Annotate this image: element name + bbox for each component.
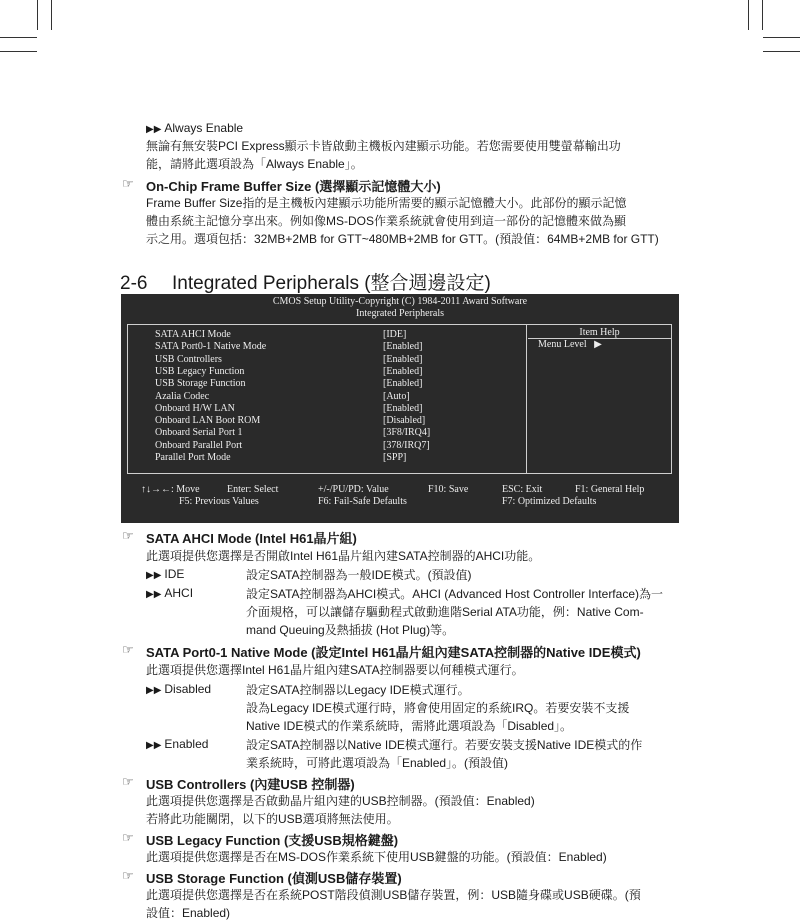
bios-item-value: [Auto] bbox=[383, 390, 410, 402]
native-mode-desc: 此選項提供您選擇Intel H61晶片組內建SATA控制器要以何種模式運行。 bbox=[146, 663, 524, 677]
pointing-hand-icon: ☞ bbox=[122, 642, 134, 657]
enabled-option-desc: 設定SATA控制器以Native IDE模式運行。若要安裝支援Native IDE模式的作 業系統時，可將此選項設為「Enabled」。(預設值) bbox=[246, 738, 643, 770]
footer-value: +/-/PU/PD: Value bbox=[318, 484, 389, 495]
double-arrow-icon: ▶▶ bbox=[146, 124, 162, 135]
bios-item-value: [Enabled] bbox=[383, 365, 423, 377]
footer-exit: ESC: Exit bbox=[502, 484, 543, 495]
crop-mark bbox=[51, 0, 52, 30]
usb-legacy-heading: USB Legacy Function (支援USB規格鍵盤) bbox=[146, 833, 399, 848]
always-enable-desc: 無論有無安裝PCI Express顯示卡皆啟動主機板內建顯示功能。若您需要使用雙螢幕輸出功 能，請將此選項設為「Always Enable」。 bbox=[146, 139, 621, 171]
ahci-option-desc: 設定SATA控制器為AHCI模式。AHCI (Advanced Host Controller Interface)為一 介面規格，可以讓儲存驅動程式啟動進階Serial ATA功能，例：Native Com- mand Queuing及熱插拔 (Hot Plug)等。 bbox=[246, 587, 663, 637]
bios-item-label: USB Legacy Function bbox=[155, 365, 245, 377]
footer-help: F1: General Help bbox=[575, 484, 645, 495]
bios-panel-divider bbox=[526, 325, 527, 473]
bios-item-value: [SPP] bbox=[383, 452, 407, 463]
bios-item-label: Onboard LAN Boot ROM bbox=[155, 415, 261, 427]
bios-item-label: Parallel Port Mode bbox=[155, 452, 231, 463]
pointing-hand-icon: ☞ bbox=[122, 868, 134, 883]
onchip-heading: On-Chip Frame Buffer Size (選擇顯示記憶體大小) bbox=[146, 179, 441, 194]
bios-item-value: [Enabled] bbox=[383, 378, 423, 390]
bios-item-label: SATA AHCI Mode bbox=[155, 329, 231, 340]
section-title bbox=[120, 268, 491, 295]
crop-mark bbox=[748, 0, 749, 30]
footer-failsafe: F6: Fail-Safe Defaults bbox=[318, 496, 407, 507]
pointing-hand-icon: ☞ bbox=[122, 176, 134, 191]
footer-previous-values: F5: Previous Values bbox=[179, 496, 259, 507]
crop-mark bbox=[763, 51, 800, 52]
crop-mark bbox=[763, 37, 800, 38]
ide-option: ▶▶ IDE bbox=[146, 567, 185, 581]
ide-option-desc: 設定SATA控制器為一般IDE模式。(預設值) bbox=[246, 568, 472, 582]
pointing-hand-icon: ☞ bbox=[122, 528, 134, 543]
bios-item-label: Onboard Parallel Port bbox=[155, 439, 243, 451]
bios-item-value: [IDE] bbox=[383, 329, 407, 340]
menu-level: Menu Level ▶ bbox=[538, 339, 602, 350]
bios-item-value: [378/IRQ7] bbox=[383, 439, 430, 451]
double-arrow-icon: ▶▶ bbox=[146, 685, 162, 696]
pointing-hand-icon: ☞ bbox=[122, 774, 134, 789]
usb-storage-heading: USB Storage Function (偵測USB儲存裝置) bbox=[146, 871, 402, 886]
bios-item-value: [Enabled] bbox=[383, 353, 423, 365]
section-number: 2-6 bbox=[120, 273, 148, 294]
bios-header-page: Integrated Peripherals bbox=[355, 308, 445, 319]
bios-main-panel bbox=[127, 324, 672, 474]
bios-item-label: USB Storage Function bbox=[155, 378, 246, 390]
footer-optimized: F7: Optimized Defaults bbox=[502, 496, 597, 507]
bios-item-value: [Enabled] bbox=[383, 402, 423, 414]
double-arrow-icon: ▶▶ bbox=[146, 589, 162, 600]
usb-controllers-desc: 此選項提供您選擇是否啟動晶片組內建的USB控制器。(預設值：Enabled) 若將此功能關閉，以下的USB選項將無法使用。 bbox=[146, 794, 535, 826]
bios-item-label: USB Controllers bbox=[155, 353, 222, 365]
section-title-text: Integrated Peripherals (整合週邊設定) bbox=[172, 273, 491, 294]
bios-item-value: [3F8/IRQ4] bbox=[383, 427, 431, 439]
onchip-desc: Frame Buffer Size指的是主機板內建顯示功能所需要的顯示記憶體大小。此部份的顯示記憶 體由系統主記憶分享出來。例如像MS-DOS作業系統就會使用到這一部份的記憶體來做為顯 示之用。選項包括：32MB+2MB for GTT~480MB+2MB for GTT。(預設值：64MB+2MB for GTT) bbox=[146, 196, 659, 246]
footer-save: F10: Save bbox=[428, 484, 469, 495]
pointing-hand-icon: ☞ bbox=[122, 830, 134, 845]
crop-mark bbox=[762, 0, 763, 30]
bios-item-label: Onboard H/W LAN bbox=[155, 402, 235, 414]
footer-enter: Enter: Select bbox=[227, 484, 279, 495]
usb-legacy-desc: 此選項提供您選擇是否在MS-DOS作業系統下使用USB鍵盤的功能。(預設值：Enabled) bbox=[146, 850, 607, 864]
disabled-option: ▶▶ Disabled bbox=[146, 682, 212, 696]
ahci-desc: 此選項提供您選擇是否開啟Intel H61晶片組內建SATA控制器的AHCI功能。 bbox=[146, 549, 541, 563]
crop-mark bbox=[37, 0, 38, 30]
crop-mark bbox=[0, 51, 37, 52]
usb-storage-desc: 此選項提供您選擇是否在系統POST階段偵測USB儲存裝置，例：USB隨身碟或USB硬碟。(預 設值：Enabled) bbox=[146, 888, 641, 920]
bios-item-label: Azalia Codec bbox=[155, 390, 210, 402]
native-mode-heading: SATA Port0-1 Native Mode (設定Intel H61晶片組內建SATA控制器的Native IDE模式) bbox=[146, 645, 641, 660]
right-triangle-icon: ▶ bbox=[594, 339, 602, 350]
always-enable-option: ▶▶ Always Enable bbox=[146, 121, 244, 135]
bios-item-value: [Disabled] bbox=[383, 415, 426, 427]
bios-item-label: SATA Port0-1 Native Mode bbox=[155, 341, 267, 353]
item-help-title: Item Help bbox=[579, 327, 620, 338]
double-arrow-icon: ▶▶ bbox=[146, 570, 162, 581]
bios-header-copyright: CMOS Setup Utility-Copyright (C) 1984-2011 Award Software bbox=[272, 296, 528, 307]
ahci-option: ▶▶ AHCI bbox=[146, 586, 194, 600]
usb-controllers-heading: USB Controllers (內建USB 控制器) bbox=[146, 777, 355, 792]
enabled-option: ▶▶ Enabled bbox=[146, 737, 209, 751]
footer-move: ↑↓→←: Move bbox=[141, 484, 200, 495]
disabled-option-desc: 設定SATA控制器以Legacy IDE模式運行。 設為Legacy IDE模式運行時，將會使用固定的系統IRQ。若要安裝不支援 Native IDE模式的作業系統時，需將此選項設為「Disabled」。 bbox=[246, 683, 630, 733]
bios-item-value: [Enabled] bbox=[383, 341, 423, 353]
bios-screenshot bbox=[121, 294, 679, 523]
crop-mark bbox=[0, 37, 37, 38]
double-arrow-icon: ▶▶ bbox=[146, 740, 162, 751]
bios-item-label: Onboard Serial Port 1 bbox=[155, 427, 243, 439]
ahci-heading: SATA AHCI Mode (Intel H61晶片組) bbox=[146, 531, 357, 546]
